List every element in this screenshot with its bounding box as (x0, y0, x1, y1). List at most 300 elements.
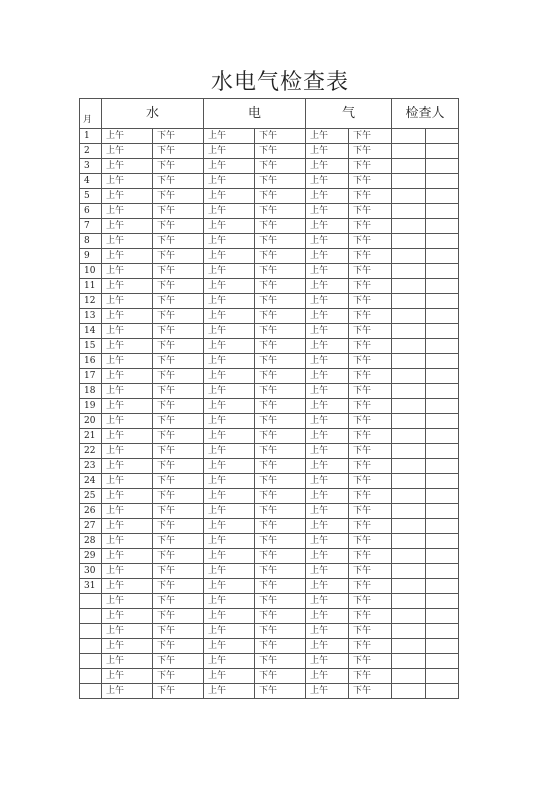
inspector-signature-cell[interactable] (392, 324, 426, 339)
day-cell (80, 594, 102, 609)
table-row (80, 354, 459, 369)
inspector-signature-cell[interactable] (426, 264, 459, 279)
am-cell: 上午 (306, 504, 349, 519)
inspector-signature-cell[interactable] (426, 624, 459, 639)
am-cell: 上午 (204, 309, 255, 324)
pm-cell: 下午 (349, 429, 392, 444)
pm-cell: 下午 (255, 384, 306, 399)
am-cell: 上午 (204, 264, 255, 279)
pm-cell: 下午 (153, 294, 204, 309)
am-cell: 上午 (204, 549, 255, 564)
pm-cell: 下午 (349, 174, 392, 189)
pm-cell: 下午 (255, 264, 306, 279)
am-cell: 上午 (306, 654, 349, 669)
pm-cell: 下午 (349, 144, 392, 159)
day-cell: 27 (80, 519, 102, 534)
inspector-signature-cell[interactable] (392, 204, 426, 219)
pm-cell: 下午 (255, 174, 306, 189)
inspector-signature-cell[interactable] (426, 504, 459, 519)
inspector-signature-cell[interactable] (426, 579, 459, 594)
pm-cell: 下午 (255, 519, 306, 534)
pm-cell: 下午 (255, 129, 306, 144)
am-cell: 上午 (102, 669, 153, 684)
inspector-signature-cell[interactable] (392, 279, 426, 294)
am-cell: 上午 (102, 264, 153, 279)
pm-cell: 下午 (153, 579, 204, 594)
inspector-signature-cell[interactable] (426, 414, 459, 429)
am-cell: 上午 (102, 219, 153, 234)
day-cell: 4 (80, 174, 102, 189)
am-cell: 上午 (204, 639, 255, 654)
am-cell: 上午 (306, 219, 349, 234)
am-cell: 上午 (102, 684, 153, 699)
table-row (80, 564, 459, 579)
inspector-signature-cell[interactable] (426, 534, 459, 549)
inspector-signature-cell[interactable] (392, 669, 426, 684)
table-row (80, 624, 459, 639)
inspector-signature-cell[interactable] (392, 429, 426, 444)
pm-cell: 下午 (153, 444, 204, 459)
inspector-signature-cell[interactable] (426, 639, 459, 654)
inspector-signature-cell[interactable] (426, 159, 459, 174)
am-cell: 上午 (102, 129, 153, 144)
pm-cell: 下午 (153, 654, 204, 669)
am-cell: 上午 (102, 369, 153, 384)
am-cell: 上午 (306, 249, 349, 264)
pm-cell: 下午 (255, 534, 306, 549)
inspector-signature-cell[interactable] (426, 444, 459, 459)
am-cell: 上午 (204, 489, 255, 504)
am-cell: 上午 (306, 594, 349, 609)
pm-cell: 下午 (349, 294, 392, 309)
table-row (80, 459, 459, 474)
table-row (80, 429, 459, 444)
table-row (80, 579, 459, 594)
am-cell: 上午 (204, 369, 255, 384)
inspector-signature-cell[interactable] (426, 609, 459, 624)
table-row (80, 249, 459, 264)
am-cell: 上午 (102, 354, 153, 369)
am-cell: 上午 (102, 624, 153, 639)
header-gas: 气 (306, 99, 392, 129)
inspector-signature-cell[interactable] (426, 399, 459, 414)
day-cell (80, 624, 102, 639)
day-cell: 11 (80, 279, 102, 294)
day-cell: 13 (80, 309, 102, 324)
inspector-signature-cell[interactable] (392, 654, 426, 669)
inspector-signature-cell[interactable] (426, 324, 459, 339)
am-cell: 上午 (306, 414, 349, 429)
pm-cell: 下午 (255, 324, 306, 339)
pm-cell: 下午 (153, 264, 204, 279)
pm-cell: 下午 (153, 504, 204, 519)
day-cell: 6 (80, 204, 102, 219)
pm-cell: 下午 (255, 624, 306, 639)
pm-cell: 下午 (349, 249, 392, 264)
inspector-signature-cell[interactable] (392, 249, 426, 264)
am-cell: 上午 (204, 519, 255, 534)
inspector-signature-cell[interactable] (392, 594, 426, 609)
header-inspector: 检查人 (392, 99, 459, 129)
am-cell: 上午 (306, 579, 349, 594)
table-row (80, 129, 459, 144)
inspector-signature-cell[interactable] (392, 264, 426, 279)
inspector-signature-cell[interactable] (392, 564, 426, 579)
pm-cell: 下午 (349, 459, 392, 474)
am-cell: 上午 (102, 609, 153, 624)
inspector-signature-cell[interactable] (426, 234, 459, 249)
pm-cell: 下午 (349, 639, 392, 654)
am-cell: 上午 (204, 624, 255, 639)
table-row (80, 684, 459, 699)
pm-cell: 下午 (255, 294, 306, 309)
day-cell (80, 609, 102, 624)
am-cell: 上午 (306, 264, 349, 279)
table-row (80, 189, 459, 204)
inspector-signature-cell[interactable] (392, 219, 426, 234)
am-cell: 上午 (204, 474, 255, 489)
pm-cell: 下午 (153, 564, 204, 579)
day-cell: 24 (80, 474, 102, 489)
pm-cell: 下午 (349, 234, 392, 249)
inspector-signature-cell[interactable] (426, 669, 459, 684)
day-cell: 9 (80, 249, 102, 264)
day-cell: 14 (80, 324, 102, 339)
day-cell: 3 (80, 159, 102, 174)
am-cell: 上午 (306, 684, 349, 699)
inspector-signature-cell[interactable] (392, 159, 426, 174)
inspector-signature-cell[interactable] (392, 444, 426, 459)
day-cell: 31 (80, 579, 102, 594)
am-cell: 上午 (204, 249, 255, 264)
am-cell: 上午 (102, 384, 153, 399)
pm-cell: 下午 (349, 534, 392, 549)
pm-cell: 下午 (349, 609, 392, 624)
inspector-signature-cell[interactable] (392, 339, 426, 354)
pm-cell: 下午 (255, 189, 306, 204)
pm-cell: 下午 (153, 534, 204, 549)
pm-cell: 下午 (153, 189, 204, 204)
table-row (80, 204, 459, 219)
inspector-signature-cell[interactable] (392, 609, 426, 624)
am-cell: 上午 (204, 684, 255, 699)
inspection-table (79, 98, 459, 699)
am-cell: 上午 (102, 144, 153, 159)
am-cell: 上午 (204, 189, 255, 204)
pm-cell: 下午 (255, 279, 306, 294)
day-cell: 2 (80, 144, 102, 159)
inspector-signature-cell[interactable] (392, 369, 426, 384)
inspector-signature-cell[interactable] (426, 144, 459, 159)
pm-cell: 下午 (153, 144, 204, 159)
am-cell: 上午 (102, 204, 153, 219)
day-cell: 25 (80, 489, 102, 504)
am-cell: 上午 (102, 309, 153, 324)
inspector-signature-cell[interactable] (426, 594, 459, 609)
pm-cell: 下午 (153, 279, 204, 294)
inspector-signature-cell[interactable] (426, 369, 459, 384)
inspector-signature-cell[interactable] (426, 294, 459, 309)
pm-cell: 下午 (349, 624, 392, 639)
inspector-signature-cell[interactable] (392, 489, 426, 504)
am-cell: 上午 (306, 204, 349, 219)
inspector-signature-cell[interactable] (426, 654, 459, 669)
am-cell: 上午 (306, 564, 349, 579)
pm-cell: 下午 (349, 654, 392, 669)
inspector-signature-cell[interactable] (392, 459, 426, 474)
inspector-signature-cell[interactable] (426, 519, 459, 534)
inspector-signature-cell[interactable] (426, 354, 459, 369)
inspector-signature-cell[interactable] (392, 354, 426, 369)
pm-cell: 下午 (349, 384, 392, 399)
inspector-signature-cell[interactable] (392, 534, 426, 549)
pm-cell: 下午 (255, 144, 306, 159)
header-electric: 电 (204, 99, 306, 129)
am-cell: 上午 (204, 654, 255, 669)
inspector-signature-cell[interactable] (392, 174, 426, 189)
inspector-signature-cell[interactable] (426, 219, 459, 234)
inspector-signature-cell[interactable] (392, 189, 426, 204)
pm-cell: 下午 (255, 474, 306, 489)
pm-cell: 下午 (349, 189, 392, 204)
day-cell: 8 (80, 234, 102, 249)
am-cell: 上午 (204, 444, 255, 459)
am-cell: 上午 (204, 324, 255, 339)
pm-cell: 下午 (153, 429, 204, 444)
am-cell: 上午 (102, 564, 153, 579)
am-cell: 上午 (102, 249, 153, 264)
pm-cell: 下午 (349, 564, 392, 579)
pm-cell: 下午 (255, 489, 306, 504)
inspector-signature-cell[interactable] (426, 474, 459, 489)
inspector-signature-cell[interactable] (426, 564, 459, 579)
pm-cell: 下午 (153, 129, 204, 144)
pm-cell: 下午 (349, 354, 392, 369)
inspector-signature-cell[interactable] (392, 549, 426, 564)
pm-cell: 下午 (153, 219, 204, 234)
am-cell: 上午 (102, 639, 153, 654)
table-row (80, 519, 459, 534)
pm-cell: 下午 (349, 204, 392, 219)
pm-cell: 下午 (153, 234, 204, 249)
inspector-signature-cell[interactable] (426, 189, 459, 204)
am-cell: 上午 (306, 189, 349, 204)
inspector-signature-cell[interactable] (392, 624, 426, 639)
inspector-signature-cell[interactable] (392, 384, 426, 399)
inspector-signature-cell[interactable] (426, 429, 459, 444)
pm-cell: 下午 (255, 354, 306, 369)
pm-cell: 下午 (153, 489, 204, 504)
am-cell: 上午 (204, 159, 255, 174)
pm-cell: 下午 (255, 579, 306, 594)
am-cell: 上午 (306, 159, 349, 174)
pm-cell: 下午 (349, 129, 392, 144)
pm-cell: 下午 (349, 339, 392, 354)
am-cell: 上午 (204, 294, 255, 309)
am-cell: 上午 (306, 549, 349, 564)
inspector-signature-cell[interactable] (392, 639, 426, 654)
inspector-signature-cell[interactable] (426, 249, 459, 264)
day-cell: 19 (80, 399, 102, 414)
inspector-signature-cell[interactable] (392, 144, 426, 159)
pm-cell: 下午 (255, 414, 306, 429)
pm-cell: 下午 (153, 339, 204, 354)
day-cell: 28 (80, 534, 102, 549)
inspector-signature-cell[interactable] (392, 294, 426, 309)
inspector-signature-cell[interactable] (392, 579, 426, 594)
inspector-signature-cell[interactable] (392, 684, 426, 699)
inspector-signature-cell[interactable] (392, 474, 426, 489)
am-cell: 上午 (204, 279, 255, 294)
day-cell (80, 654, 102, 669)
am-cell: 上午 (306, 129, 349, 144)
table-row (80, 399, 459, 414)
inspector-signature-cell[interactable] (392, 504, 426, 519)
am-cell: 上午 (204, 399, 255, 414)
am-cell: 上午 (204, 534, 255, 549)
am-cell: 上午 (306, 234, 349, 249)
pm-cell: 下午 (153, 354, 204, 369)
pm-cell: 下午 (349, 279, 392, 294)
table-row (80, 489, 459, 504)
pm-cell: 下午 (255, 429, 306, 444)
table-row (80, 594, 459, 609)
pm-cell: 下午 (255, 654, 306, 669)
inspector-signature-cell[interactable] (426, 339, 459, 354)
am-cell: 上午 (204, 354, 255, 369)
am-cell: 上午 (204, 204, 255, 219)
inspector-signature-cell[interactable] (426, 204, 459, 219)
am-cell: 上午 (102, 444, 153, 459)
am-cell: 上午 (102, 174, 153, 189)
inspector-signature-cell[interactable] (392, 234, 426, 249)
am-cell: 上午 (306, 444, 349, 459)
pm-cell: 下午 (255, 564, 306, 579)
inspector-signature-cell[interactable] (392, 414, 426, 429)
inspector-signature-cell[interactable] (392, 399, 426, 414)
pm-cell: 下午 (153, 414, 204, 429)
am-cell: 上午 (102, 279, 153, 294)
pm-cell: 下午 (153, 159, 204, 174)
pm-cell: 下午 (255, 549, 306, 564)
pm-cell: 下午 (255, 309, 306, 324)
am-cell: 上午 (204, 219, 255, 234)
am-cell: 上午 (102, 399, 153, 414)
am-cell: 上午 (204, 129, 255, 144)
am-cell: 上午 (102, 519, 153, 534)
inspector-signature-cell[interactable] (426, 684, 459, 699)
day-cell: 20 (80, 414, 102, 429)
pm-cell: 下午 (349, 504, 392, 519)
inspector-signature-cell[interactable] (426, 459, 459, 474)
table-row (80, 504, 459, 519)
pm-cell: 下午 (255, 609, 306, 624)
day-cell: 17 (80, 369, 102, 384)
am-cell: 上午 (204, 174, 255, 189)
table-row (80, 264, 459, 279)
table-row (80, 174, 459, 189)
pm-cell: 下午 (255, 219, 306, 234)
am-cell: 上午 (102, 234, 153, 249)
inspector-signature-cell[interactable] (426, 129, 459, 144)
pm-cell: 下午 (349, 219, 392, 234)
inspector-signature-cell[interactable] (426, 279, 459, 294)
pm-cell: 下午 (255, 684, 306, 699)
pm-cell: 下午 (153, 594, 204, 609)
pm-cell: 下午 (153, 684, 204, 699)
pm-cell: 下午 (255, 399, 306, 414)
am-cell: 上午 (102, 504, 153, 519)
am-cell: 上午 (306, 399, 349, 414)
am-cell: 上午 (204, 414, 255, 429)
am-cell: 上午 (102, 594, 153, 609)
header-month: 月 (80, 99, 102, 129)
table-row (80, 474, 459, 489)
table-row (80, 549, 459, 564)
pm-cell: 下午 (153, 174, 204, 189)
pm-cell: 下午 (255, 369, 306, 384)
am-cell: 上午 (306, 309, 349, 324)
pm-cell: 下午 (349, 519, 392, 534)
inspector-signature-cell[interactable] (392, 309, 426, 324)
inspector-signature-cell[interactable] (392, 129, 426, 144)
am-cell: 上午 (306, 339, 349, 354)
table-row (80, 654, 459, 669)
pm-cell: 下午 (153, 309, 204, 324)
pm-cell: 下午 (349, 264, 392, 279)
day-cell: 7 (80, 219, 102, 234)
day-cell: 26 (80, 504, 102, 519)
inspector-signature-cell[interactable] (426, 309, 459, 324)
am-cell: 上午 (204, 564, 255, 579)
inspector-signature-cell[interactable] (426, 174, 459, 189)
day-cell: 5 (80, 189, 102, 204)
pm-cell: 下午 (153, 609, 204, 624)
pm-cell: 下午 (153, 519, 204, 534)
pm-cell: 下午 (153, 669, 204, 684)
pm-cell: 下午 (255, 204, 306, 219)
inspector-signature-cell[interactable] (426, 384, 459, 399)
pm-cell: 下午 (153, 324, 204, 339)
am-cell: 上午 (306, 609, 349, 624)
am-cell: 上午 (306, 474, 349, 489)
am-cell: 上午 (204, 609, 255, 624)
pm-cell: 下午 (349, 399, 392, 414)
inspector-signature-cell[interactable] (392, 519, 426, 534)
pm-cell: 下午 (349, 684, 392, 699)
am-cell: 上午 (306, 354, 349, 369)
am-cell: 上午 (306, 519, 349, 534)
am-cell: 上午 (306, 639, 349, 654)
am-cell: 上午 (102, 339, 153, 354)
pm-cell: 下午 (349, 444, 392, 459)
pm-cell: 下午 (255, 669, 306, 684)
table-row (80, 234, 459, 249)
am-cell: 上午 (306, 174, 349, 189)
pm-cell: 下午 (153, 459, 204, 474)
inspector-signature-cell[interactable] (426, 489, 459, 504)
day-cell (80, 684, 102, 699)
table-row (80, 324, 459, 339)
pm-cell: 下午 (349, 489, 392, 504)
pm-cell: 下午 (153, 384, 204, 399)
day-cell: 18 (80, 384, 102, 399)
inspector-signature-cell[interactable] (426, 549, 459, 564)
pm-cell: 下午 (153, 639, 204, 654)
day-cell: 15 (80, 339, 102, 354)
table-row (80, 159, 459, 174)
pm-cell: 下午 (349, 579, 392, 594)
